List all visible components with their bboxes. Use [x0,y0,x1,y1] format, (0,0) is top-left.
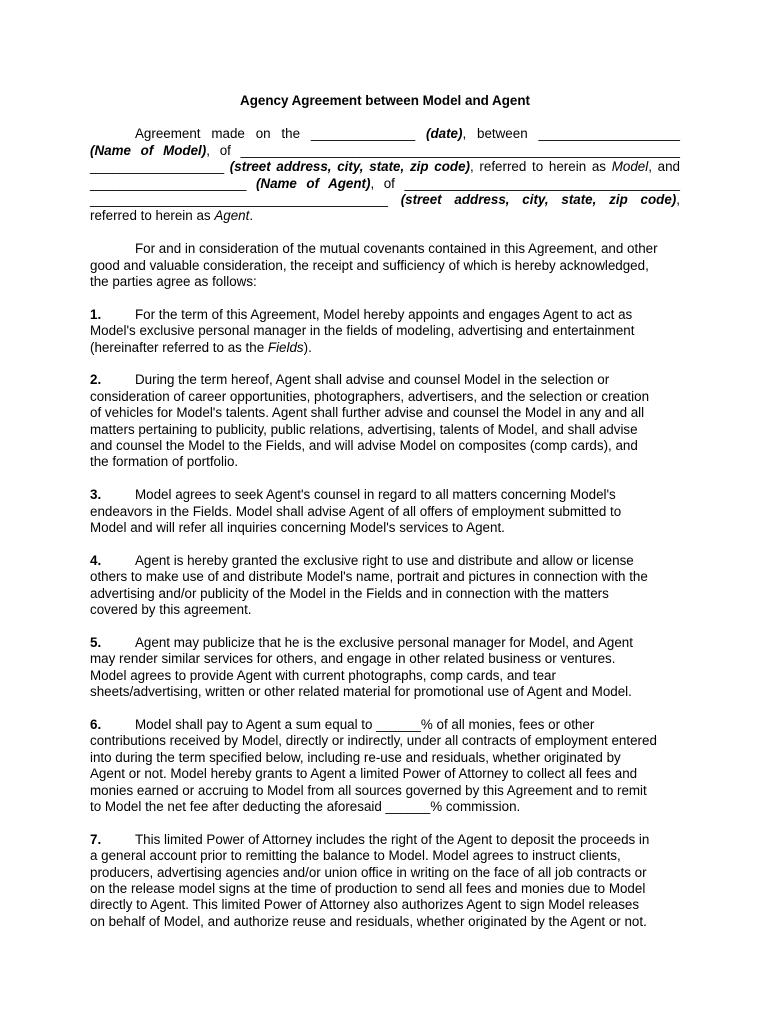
clause-line: 1. For the term of this Agreement, Model hereby appoints and engages Agent to act as [90,306,633,322]
clause-6 [90,717,680,815]
clause-line: 7. This limited Power of Attorney includes the right of the Agent to deposit the proceeds in [90,831,650,847]
clause-number: 6. [90,716,102,732]
preamble-line: referred to herein as Agent. [90,208,254,224]
preamble [90,126,680,224]
clause-line: 3. Model agrees to seek Agent's counsel in regard to all matters concerning Model's [90,487,616,503]
clause-line: Model agrees to provide Agent with current photographs, comp cards, and tear [90,667,556,683]
clause-line: and counsel the Model to the Fields, and will advise Model on composites (comp cards), and [90,438,638,454]
clause-line: producers, advertising agencies and/or union office in writing on the face of all job contracts or [90,864,647,880]
clause-number: 3. [90,487,102,503]
clause-line: on behalf of Model, and authorize reuse and residuals, whether originated by the Agent or not. [90,913,647,929]
clause-line: may render similar services for others, and engage in other related business or ventures. [90,651,616,667]
clauses-list [90,307,680,930]
clause-line: (hereinafter referred to as the Fields). [90,339,312,355]
clause-line: contributions received by Model, directly or indirectly, under all contracts of employment entered [90,733,657,749]
clause-line: a general account prior to remitting the balance to Model. Model agrees to instruct clients, [90,848,621,864]
clause-line: of vehicles for Model's talents. Agent shall further advise and counsel the Model in any and all [90,405,645,421]
paragraph-line: For and in consideration of the mutual covenants contained in this Agreement, and other [135,241,658,257]
clause-line: Model's exclusive personal manager in the fields of modeling, advertising and entertainment [90,323,635,339]
clause-line: 5. Agent may publicize that he is the exclusive personal manager for Model, and Agent [90,634,633,650]
clause-5 [90,635,680,701]
preamble-line: _____________________ (Name of Agent), of _____________________________________ [90,175,680,191]
clause-3 [90,487,680,536]
clause-2 [90,372,680,470]
paragraph-line: good and valuable consideration, the receipt and sufficiency of which is hereby acknowledged, [90,257,649,273]
clause-line: others to make use of and distribute Model's name, portrait and pictures in connection with the [90,569,648,585]
clause-line: consideration of career opportunities, photographers, advertisers, and the selection or creation [90,388,650,404]
clause-4 [90,553,680,619]
clause-line: endeavors in the Fields. Model shall advise Agent of all offers of employment submitted to [90,503,622,519]
clause-line: 4. Agent is hereby granted the exclusive right to use and distribute and allow or license [90,552,634,568]
clause-line: monies earned or accruing to Model from all sources governed by this Agreement and to remit [90,782,647,798]
clause-number: 1. [90,306,102,322]
clause-number: 5. [90,634,102,650]
clause-7 [90,832,680,930]
clause-line: Agent or not. Model hereby grants to Agent a limited Power of Attorney to collect all fees and [90,766,638,782]
clause-line: 2. During the term hereof, Agent shall advise and counsel Model in the selection or [90,372,610,388]
document-page [90,93,680,947]
preamble-line: (Name of Model), of ___________________________________________________________ [90,142,680,158]
document-title: Agency Agreement between Model and Agent [240,93,530,108]
clause-line: into during the term specified below, including re-use and residuals, whether originated by [90,749,621,765]
clause-line: matters pertaining to publicity, public relations, advertising, talents of Model, and shall advise [90,421,638,437]
clause-line: sheets/advertising, written or other related material for promotional use of Agent and Model. [90,684,632,700]
clause-line: directly to Agent. This limited Power of Attorney also authorizes Agent to sign Model releases [90,897,640,913]
clause-number: 4. [90,552,102,568]
clause-line: advertising and/or publicity of the Model in the Fields and in connection with the matters [90,585,609,601]
preamble-line: __________________ (street address, city, state, zip code), referred to herein as Model, and [90,159,680,175]
preamble-line: ________________________________________ (street address, city, state, zip code), [90,192,680,208]
clause-line: Model and will refer all inquiries concerning Model's services to Agent. [90,520,505,536]
clause-line: on the release model signs at the time of production to send all fees and monies due to Model [90,880,646,896]
consideration-paragraph [90,241,680,290]
clause-line: 6. Model shall pay to Agent a sum equal to ______% of all monies, fees or other [90,716,595,732]
clause-line: the formation of portfolio. [90,454,239,470]
clause-line: to Model the net fee after deducting the aforesaid ______% commission. [90,798,521,814]
preamble-line: Agreement made on the ______________ (date), between ___________________ [135,126,680,142]
clause-number: 7. [90,831,102,847]
clause-1 [90,307,680,356]
clause-line: covered by this agreement. [90,602,252,618]
paragraph-line: the parties agree as follows: [90,274,257,290]
clause-number: 2. [90,372,102,388]
